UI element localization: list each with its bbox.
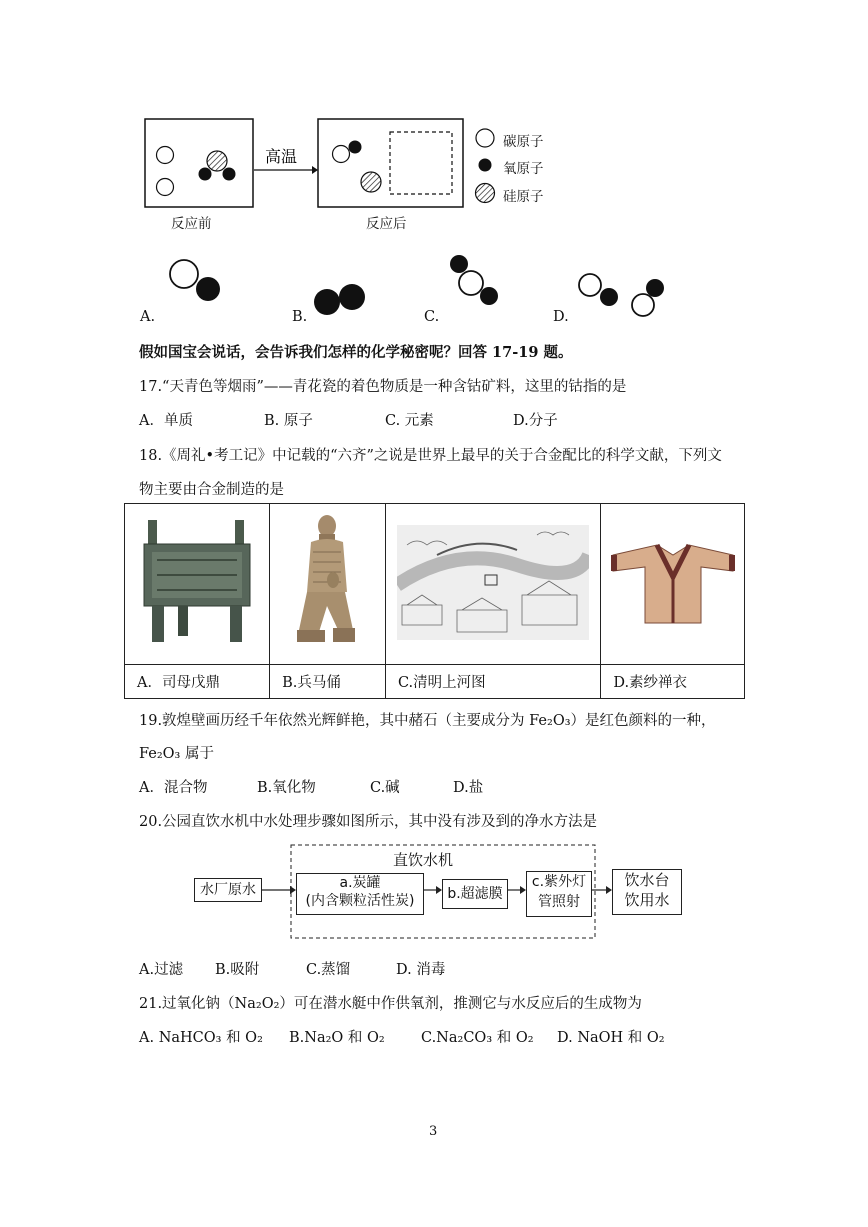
silicon-atom [207, 151, 227, 171]
before-label: 反应前 [171, 216, 212, 232]
q20-option-b: B.吸附 [215, 962, 260, 978]
q16-option-d: D. [553, 309, 569, 325]
option-b-oxygen-atom [314, 289, 340, 315]
q19-option-d: D.盐 [453, 780, 484, 796]
q21-option-b: B.Na₂O 和 O₂ [289, 1030, 385, 1046]
artifact-image-cell [125, 504, 270, 665]
option-b-oxygen-atom [339, 284, 365, 310]
q19-option-c: C.碱 [370, 780, 400, 796]
output-line1: 饮水台 [624, 871, 670, 889]
q21-option-d: D. NaOH 和 O₂ [557, 1030, 665, 1046]
q21-option-a: A. NaHCO₃ 和 O₂ [139, 1030, 263, 1046]
terracotta-warrior-image [293, 512, 363, 652]
carbon-atom [157, 147, 174, 164]
q20-option-a: A.过滤 [139, 962, 184, 978]
q17-stem: 17.“天青色等烟雨”——青花瓷的着色物质是一种含钴矿料，这里的钴指的是 [139, 379, 627, 395]
after-label: 反应后 [366, 216, 407, 232]
legend-silicon-label: 硅原子 [503, 189, 544, 205]
carbon-atom [333, 146, 350, 163]
q17-option-d: D.分子 [513, 413, 558, 429]
legend-oxygen-label: 氧原子 [503, 161, 544, 177]
artifact-image-cell [601, 504, 745, 665]
legend-oxygen-icon [479, 159, 492, 172]
riverside-painting-image [397, 525, 589, 640]
oxygen-atom [223, 168, 236, 181]
condition-label: 高温 [265, 147, 298, 166]
option-a-oxygen-atom [196, 277, 220, 301]
machine-label: 直饮水机 [393, 851, 454, 869]
q20-option-c: C.蒸馏 [306, 962, 351, 978]
q19-option-a: A．混合物 [139, 780, 208, 796]
silk-robe-image [609, 537, 737, 627]
q17-option-b: B. 原子 [264, 413, 313, 429]
option-c-carbon-atom [459, 271, 483, 295]
flow-output-box [612, 869, 682, 915]
option-d-oxygen-atom [600, 288, 618, 306]
q19-stem-line1: 19.敦煌壁画历经千年依然光辉鲜艳，其中赭石（主要成分为 Fe₂O₃）是红色颜料的一种， [139, 713, 716, 729]
option-c-oxygen-atom [480, 287, 498, 305]
q17-option-a: A．单质 [139, 413, 193, 429]
q18-stem-line1: 18.《周礼•考工记》中记载的“六齐”之说是世界上最早的关于合金配比的科学文献，下列文 [139, 448, 722, 464]
bronze-ding-image [142, 520, 252, 645]
artifact-caption-b: B.兵马俑 [270, 665, 386, 699]
q20-stem: 20.公园直饮水机中水处理步骤如图所示，其中没有涉及到的净水方法是 [139, 814, 598, 830]
q16-option-c: C. [424, 309, 440, 325]
q19-option-b: B.氧化物 [257, 780, 316, 796]
legend-carbon-label: 碳原子 [503, 134, 544, 150]
step-c-line1: c.紫外灯 [531, 874, 587, 890]
legend-silicon-icon [476, 184, 495, 203]
step-c-line2: 管照射 [538, 894, 580, 910]
q20-option-d: D. 消毒 [396, 962, 446, 978]
q16-option-a: A. [140, 309, 156, 325]
q18-stem-line2: 物主要由合金制造的是 [139, 482, 284, 498]
q17-option-c: C. 元素 [385, 413, 434, 429]
oxygen-atom [199, 168, 212, 181]
silicon-atom [361, 172, 381, 192]
carbon-atom [157, 179, 174, 196]
artifact-table [124, 503, 745, 699]
step-a-line1: a.炭罐 [339, 875, 381, 891]
artifact-image-cell [385, 504, 600, 665]
flow-source-box: 水厂原水 [194, 878, 262, 902]
oxygen-atom [349, 141, 362, 154]
option-d-carbon-atom [579, 274, 601, 296]
option-a-carbon-atom [170, 260, 198, 288]
option-c-oxygen-atom [450, 255, 468, 273]
flow-step-b-box: b.超滤膜 [442, 879, 508, 909]
artifact-caption-a: A．司母戊鼎 [125, 665, 270, 699]
option-d-carbon-atom [632, 294, 654, 316]
page-number: 3 [429, 1124, 438, 1139]
q21-stem: 21.过氧化钠（Na₂O₂）可在潜水艇中作供氧剂，推测它与水反应后的生成物为 [139, 996, 642, 1012]
q16-option-b: B. [292, 309, 308, 325]
step-a-line2: (内含颗粒活性炭) [305, 893, 415, 909]
unknown-product-box [390, 132, 452, 194]
q21-option-c: C.Na₂CO₃ 和 O₂ [421, 1030, 534, 1046]
output-line2: 饮用水 [624, 891, 670, 909]
legend-carbon-icon [476, 129, 494, 147]
artifact-caption-c: C.清明上河图 [385, 665, 600, 699]
artifact-caption-d: D.素纱禅衣 [601, 665, 745, 699]
q19-stem-line2: Fe₂O₃ 属于 [139, 746, 214, 762]
q16-options-molecules [130, 250, 690, 325]
option-d-oxygen-atom [646, 279, 664, 297]
artifact-image-cell [270, 504, 386, 665]
section-intro: 假如国宝会说话，会告诉我们怎样的化学秘密呢？回答 17-19 题。 [139, 344, 573, 361]
flow-step-c-box [526, 871, 592, 917]
flow-step-a-box [296, 873, 424, 915]
